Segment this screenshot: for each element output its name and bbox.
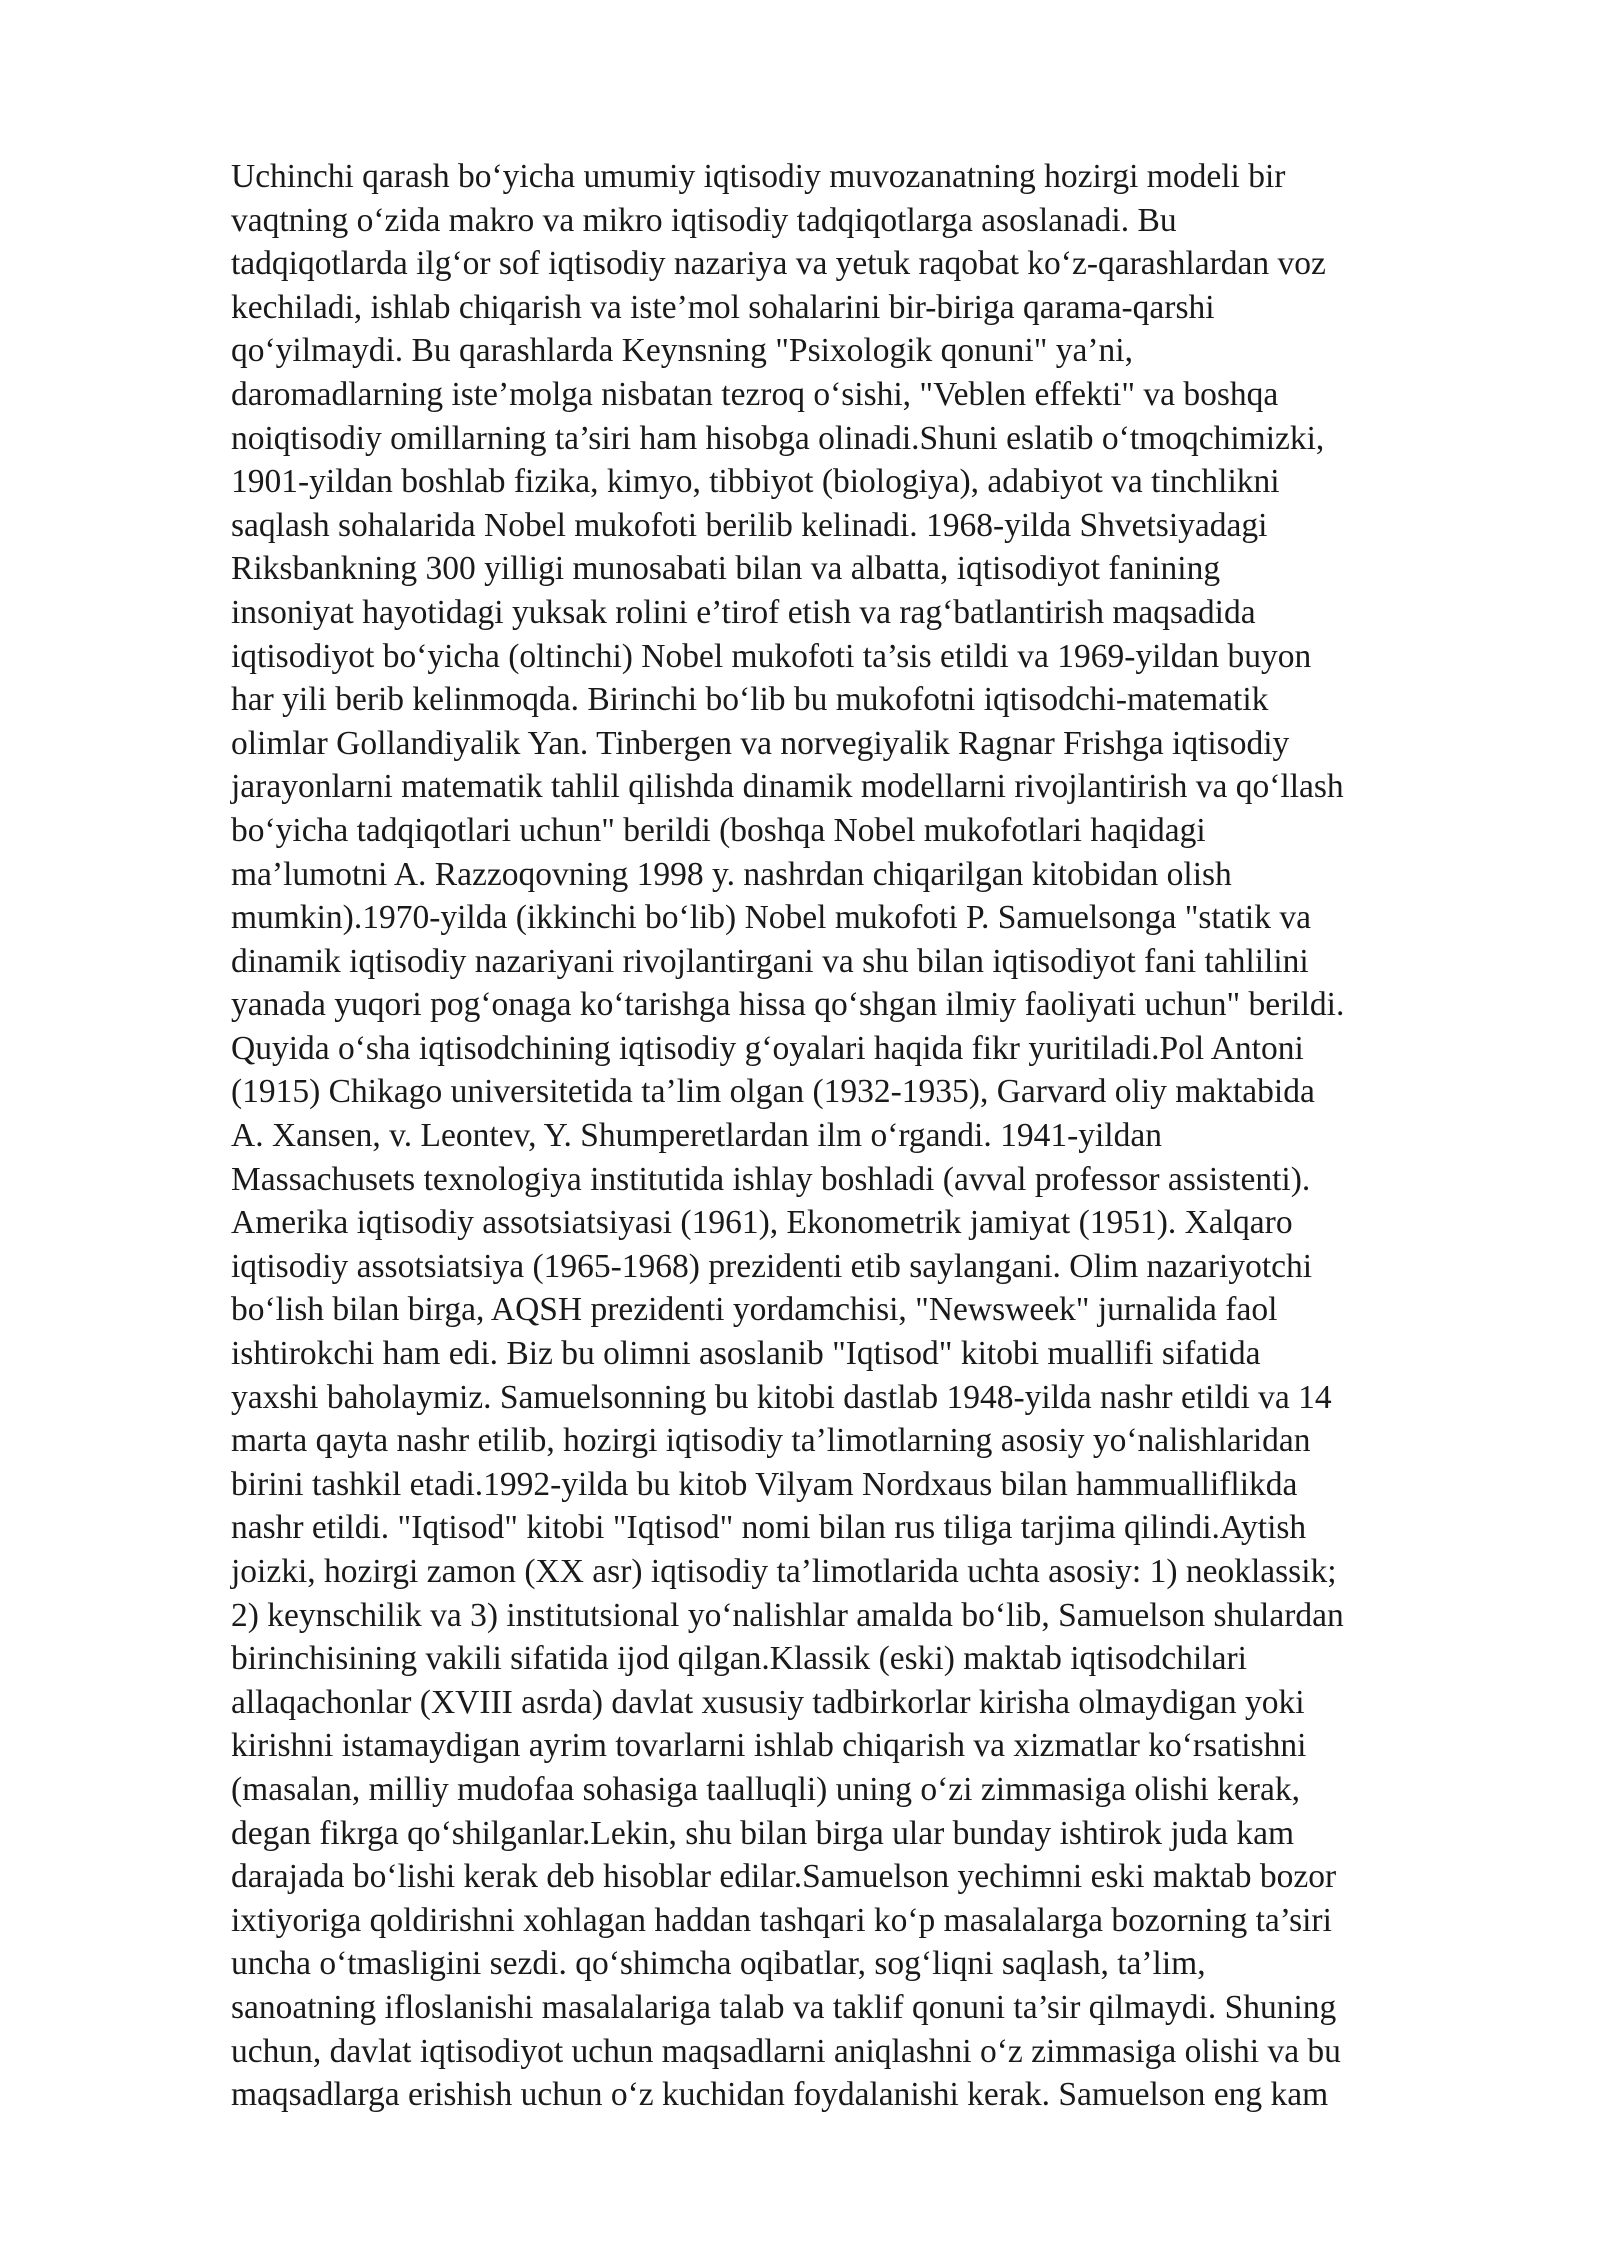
text-line: Uchinchi qarash bo‘yicha umumiy iqtisodiy muvozanatning hozirgi modeli bir xyxy=(231,158,1286,195)
text-line: uncha o‘tmasligini sezdi. qo‘shimcha oqibatlar, sog‘liqni saqlash, ta’lim, xyxy=(231,1945,1206,1983)
text-line: darajada bo‘lishi kerak deb hisoblar edilar.Samuelson yechimni eski maktab bozor xyxy=(231,1858,1337,1896)
text-line: 1901-yildan boshlab fizika, kimyo, tibbiyot (biologiya), adabiyot va tinchlikni xyxy=(231,463,1280,501)
text-line: birinchisining vakili sifatida ijod qilgan.Klassik (eski) maktab iqtisodchilari xyxy=(231,1640,1247,1678)
text-line: yanada yuqori pog‘onaga ko‘tarishga hissa qo‘shgan ilmiy faoliyati uchun" berildi. xyxy=(231,986,1345,1024)
text-line: joizki, hozirgi zamon (XX asr) iqtisodiy ta’limotlarida uchta asosiy: 1) neoklassik; xyxy=(231,1553,1337,1590)
text-line: daromadlarning iste’molga nisbatan tezroq o‘sishi, "Veblen effekti" va boshqa xyxy=(231,375,1279,413)
text-line: kirishni istamaydigan ayrim tovarlarni ishlab chiqarish va xizmatlar ko‘rsatishni xyxy=(231,1727,1307,1765)
text-line: vaqtning o‘zida makro va mikro iqtisodiy tadqiqotlarga asoslanadi. Bu xyxy=(231,201,1177,239)
text-line: maqsadlarga erishish uchun o‘z kuchidan foydalanishi kerak. Samuelson eng kam xyxy=(231,2076,1329,2114)
text-line: Riksbankning 300 yilligi munosabati bilan va albatta, iqtisodiyot fanining xyxy=(231,550,1221,588)
text-line: (1915) Chikago universitetida ta’lim olgan (1932-1935), Garvard oliy maktabida xyxy=(231,1073,1315,1111)
text-line: qo‘yilmaydi. Bu qarashlarda Keynsning "Psixologik qonuni" ya’ni, xyxy=(231,332,1133,370)
text-line: kechiladi, ishlab chiqarish va iste’mol sohalarini bir-biriga qarama-qarshi xyxy=(231,288,1215,326)
text-line: ma’lumotni A. Razzoqovning 1998 y. nashrdan chiqarilgan kitobidan olish xyxy=(231,855,1232,893)
text-line: bo‘yicha tadqiqotlari uchun" berildi (boshqa Nobel mukofotlari haqidagi xyxy=(231,811,1206,849)
text-line: uchun, davlat iqtisodiyot uchun maqsadlarni aniqlashni o‘z zimmasiga olishi va bu xyxy=(231,2032,1341,2070)
text-line: yaxshi baholaymiz. Samuelsonning bu kitobi dastlab 1948-yilda nashr etildi va 14 xyxy=(231,1378,1332,1416)
text-line: ixtiyoriga qoldirishni xohlagan haddan tashqari ko‘p masalalarga bozorning ta’siri xyxy=(231,1901,1332,1939)
text-line: iqtisodiyot bo‘yicha (oltinchi) Nobel mukofoti ta’sis etildi va 1969-yildan buyon xyxy=(231,637,1312,675)
text-line: insoniyat hayotidagi yuksak rolini e’tirof etish va rag‘batlantirish maqsadida xyxy=(231,593,1256,631)
text-line: mumkin).1970-yilda (ikkinchi bo‘lib) Nobel mukofoti P. Samuelsonga "statik va xyxy=(231,899,1311,937)
body-text xyxy=(231,155,1531,2117)
text-line: allaqachonlar (XVIII asrda) davlat xususiy tadbirkorlar kirisha olmaydigan yoki xyxy=(231,1683,1305,1721)
text-line: Quyida o‘sha iqtisodchining iqtisodiy g‘oyalari haqida fikr yuritiladi.Pol Antoni xyxy=(231,1029,1304,1067)
text-line: ishtirokchi ham edi. Biz bu olimni asoslanib "Iqtisod" kitobi muallifi sifatida xyxy=(231,1335,1261,1373)
text-line: degan fikrga qo‘shilganlar.Lekin, shu bilan birga ular bunday ishtirok juda kam xyxy=(231,1814,1295,1852)
text-line: noiqtisodiy omillarning ta’siri ham hisobga olinadi.Shuni eslatib o‘tmoqchimizki, xyxy=(231,419,1325,457)
text-line: 2) keynschilik va 3) institutsional yo‘nalishlar amalda bo‘lib, Samuelson shulardan xyxy=(231,1596,1344,1634)
text-line: saqlash sohalarida Nobel mukofoti berilib kelinadi. 1968-yilda Shvetsiyadagi xyxy=(231,506,1268,544)
text-line: birini tashkil etadi.1992-yilda bu kitob Vilyam Nordxaus bilan hammualliflikda xyxy=(231,1465,1298,1503)
text-line: bo‘lish bilan birga, AQSH prezidenti yordamchisi, "Newsweek" jurnalida faol xyxy=(231,1291,1278,1329)
text-line: A. Xansen, v. Leontev, Y. Shumperetlardan ilm o‘rgandi. 1941-yildan xyxy=(231,1117,1162,1155)
text-line: nashr etildi. "Iqtisod" kitobi "Iqtisod" nomi bilan rus tiliga tarjima qilindi.Aytish xyxy=(231,1509,1307,1547)
text-line: har yili berib kelinmoqda. Birinchi bo‘lib bu mukofotni iqtisodchi-matematik xyxy=(231,681,1269,719)
text-line: jarayonlarni matematik tahlil qilishda dinamik modellarni rivojlantirish va qo‘llash xyxy=(231,768,1344,806)
text-line: tadqiqotlarda ilg‘or sof iqtisodiy nazariya va yetuk raqobat ko‘z-qarashlardan voz xyxy=(231,245,1326,283)
text-line: Amerika iqtisodiy assotsiatsiyasi (1961), Ekonometrik jamiyat (1951). Xalqaro xyxy=(231,1204,1293,1242)
text-line: Massachusets texnologiya institutida ishlay boshladi (avval professor assistenti). xyxy=(231,1160,1311,1198)
text-line: olimlar Gollandiyalik Yan. Tinbergen va norvegiyalik Ragnar Frishga iqtisodiy xyxy=(231,724,1290,762)
text-line: marta qayta nashr etilib, hozirgi iqtisodiy ta’limotlarning asosiy yo‘nalishlaridan xyxy=(231,1422,1311,1460)
text-line: (masalan, milliy mudofaa sohasiga taalluqli) uning o‘zi zimmasiga olishi kerak, xyxy=(231,1770,1300,1808)
text-line: dinamik iqtisodiy nazariyani rivojlantirgani va shu bilan iqtisodiyot fani tahlilini xyxy=(231,942,1309,980)
text-line: sanoatning ifloslanishi masalalariga talab va taklif qonuni ta’sir qilmaydi. Shuning xyxy=(231,1988,1337,2026)
text-line: iqtisodiy assotsiatsiya (1965-1968) prezidenti etib saylangani. Olim nazariyotchi xyxy=(231,1247,1313,1285)
